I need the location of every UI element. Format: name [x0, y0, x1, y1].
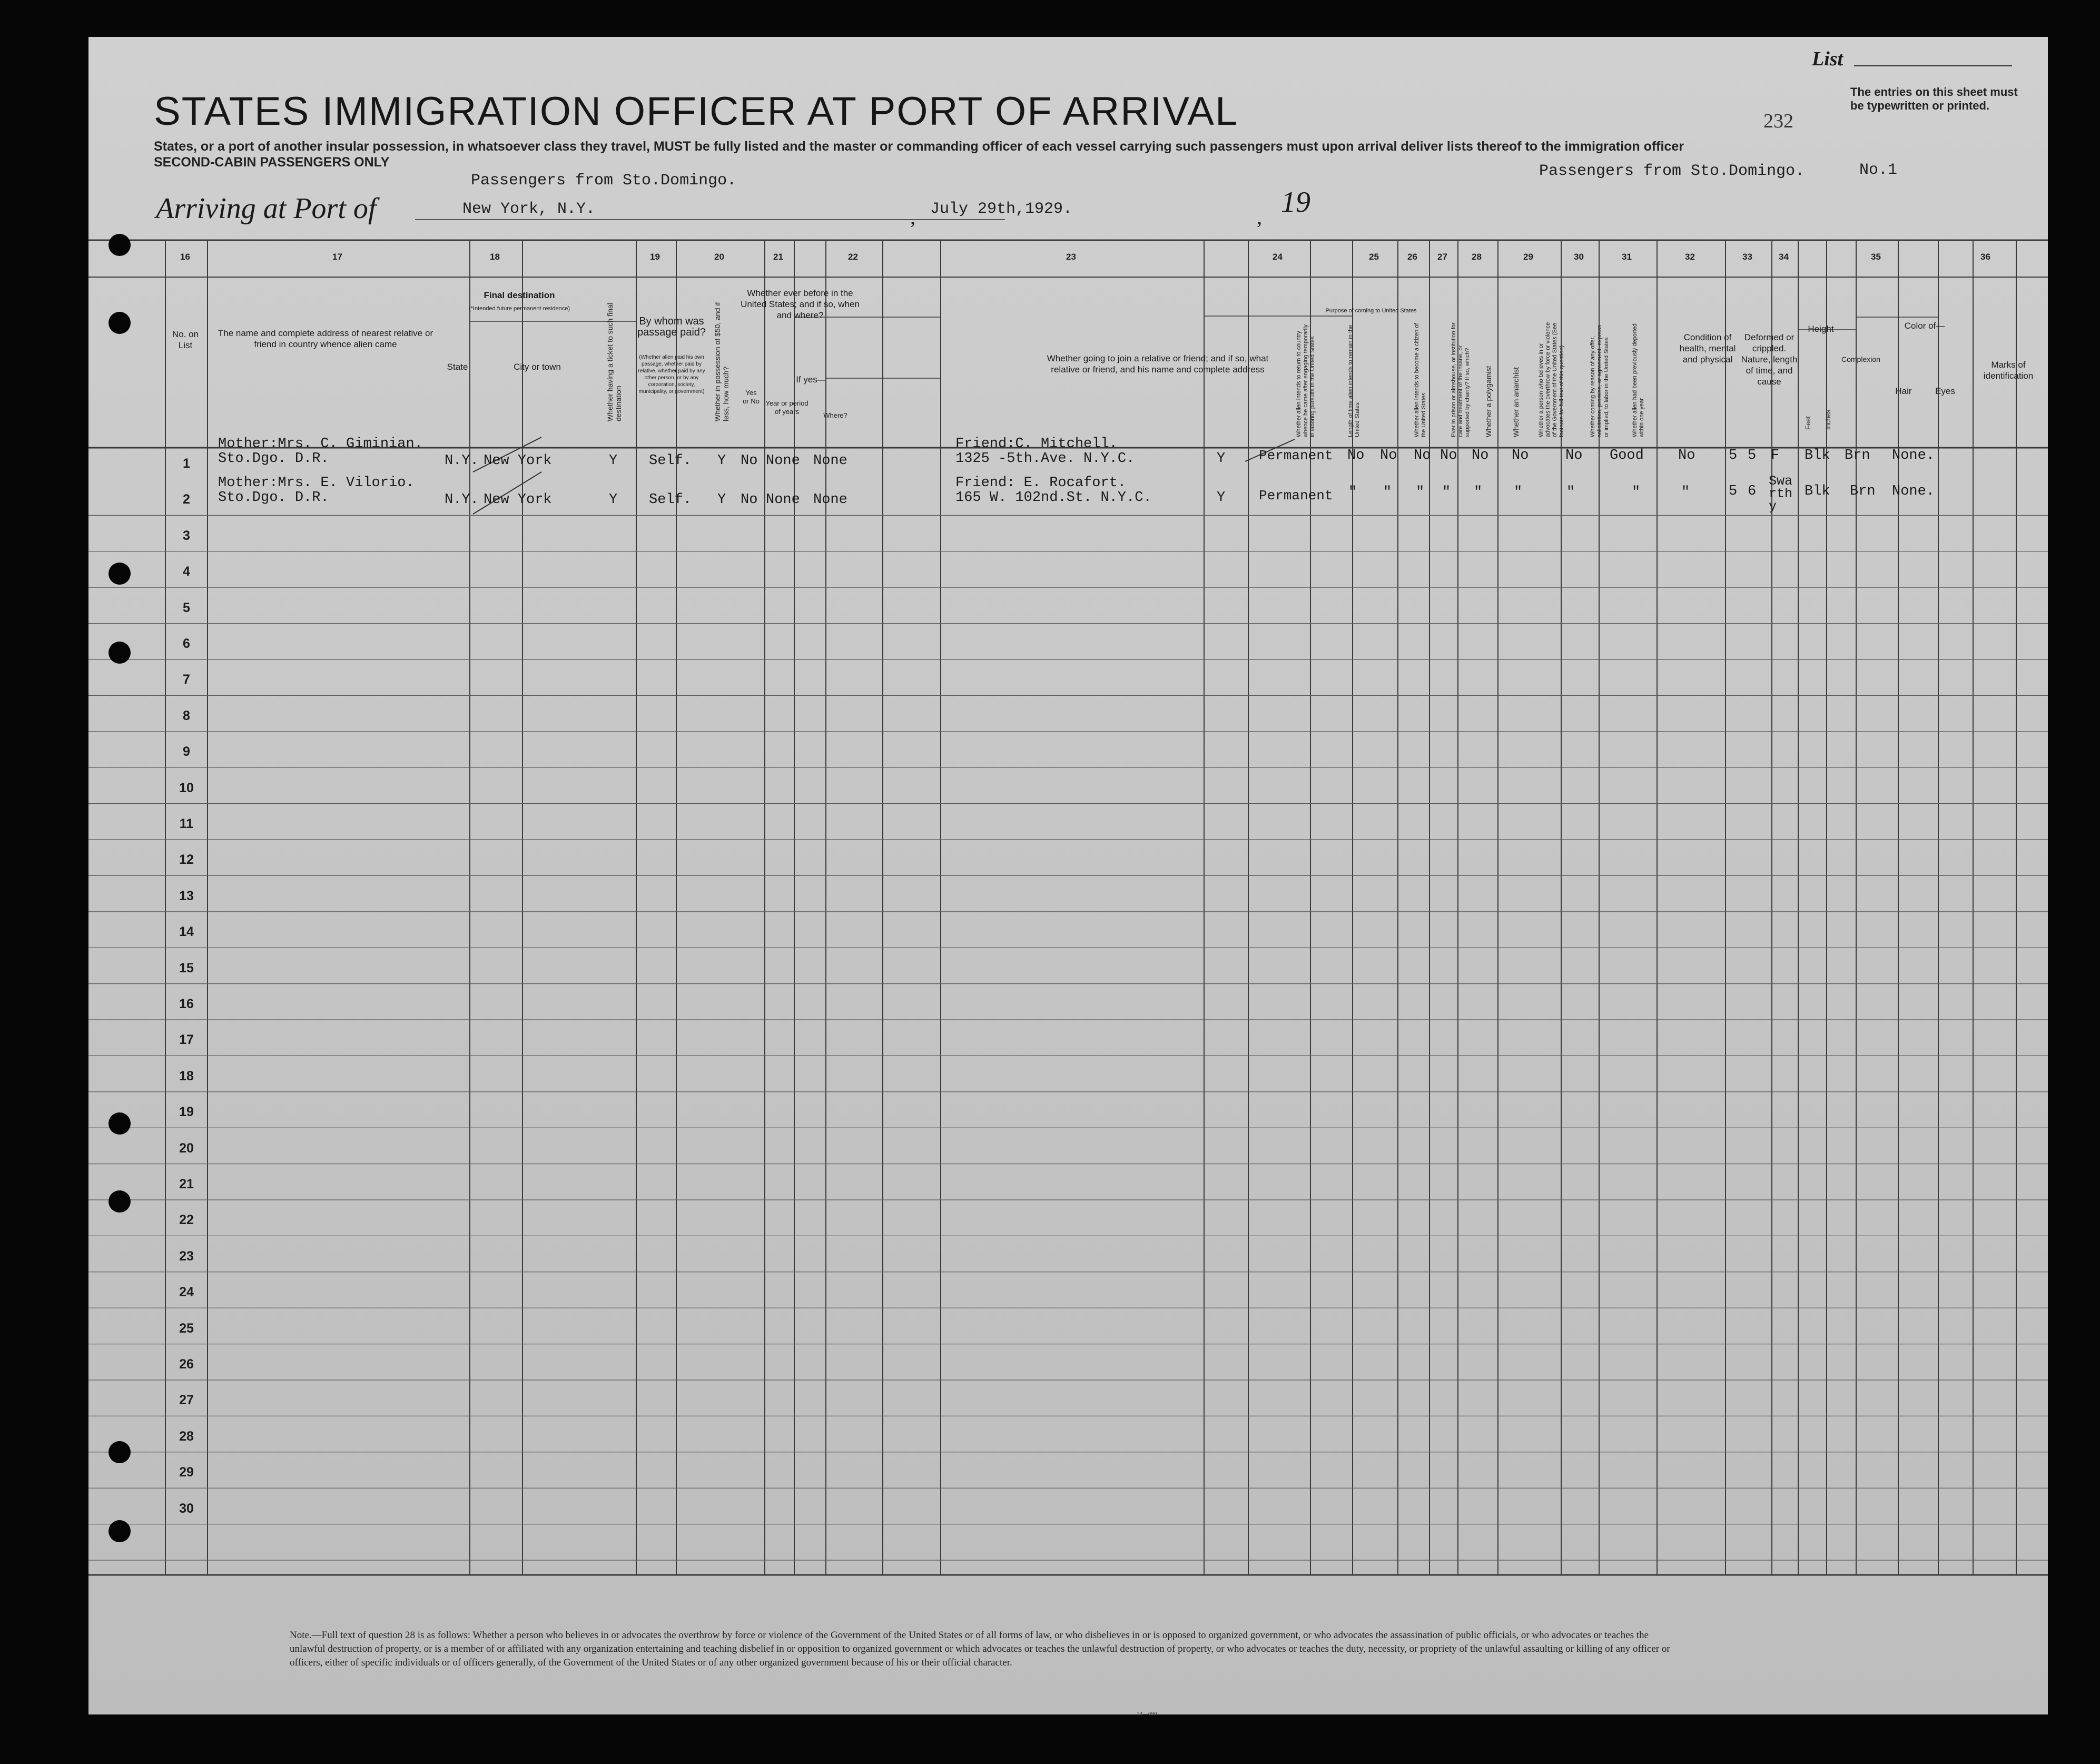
- row1-offer: No: [1512, 448, 1529, 464]
- binder-hole: [109, 312, 131, 334]
- header-polygamist: Whether a polygamist: [1484, 366, 1493, 437]
- row1-eyes: Brn: [1845, 448, 1870, 464]
- instruction-text: States, or a port of another insular possession, in whatsoever class they travel, MUST be fully listed and the master or commanding officer of each vessel carrying such passengers must upon arrival deliver lists thereof to the immigration officer: [154, 139, 1684, 154]
- header-money: Whether in possession of $50, and if less, how much?: [713, 302, 730, 421]
- row-number-16: 16: [179, 997, 194, 1011]
- row1-anarchist: No: [1440, 448, 1457, 464]
- column-number-17: 17: [332, 252, 342, 262]
- column-number-32: 32: [1685, 252, 1695, 262]
- row1-year: None: [766, 453, 800, 469]
- table-grid: [88, 37, 2048, 1714]
- row2-eyes: Brn: [1850, 484, 1876, 499]
- header-deformed: Deformed or crippled. Nature, length of time, and cause: [1741, 332, 1798, 387]
- column-number-25: 25: [1369, 252, 1379, 262]
- row2-ticket: Y: [609, 492, 618, 508]
- column-number-28: 28: [1472, 252, 1482, 262]
- page-title: STATES IMMIGRATION OFFICER AT PORT OF ARRIVAL: [154, 89, 1239, 134]
- row-number-19: 19: [179, 1105, 194, 1120]
- row1-length: Permanent: [1259, 448, 1333, 464]
- column-number-34: 34: [1779, 252, 1789, 262]
- row1-health: Good: [1610, 448, 1644, 464]
- header-height: Height: [1808, 324, 1834, 334]
- binder-hole: [109, 234, 131, 256]
- binder-hole: [109, 1520, 131, 1542]
- stamp-number: 232: [1763, 110, 1793, 132]
- row1-deformed: No: [1678, 448, 1695, 464]
- column-number-36: 36: [1980, 252, 1990, 262]
- header-join: Whether going to join a relative or friend; and if so, what relative or friend, and his name and complete address: [1047, 353, 1269, 375]
- binder-hole: [109, 642, 131, 664]
- header-anarchist: Whether an anarchist: [1512, 367, 1520, 437]
- column-number-19: 19: [650, 252, 660, 262]
- row2-deformed: ": [1681, 485, 1690, 500]
- row-number-24: 24: [179, 1285, 194, 1300]
- row1-before: No: [741, 453, 758, 469]
- row2-relative-line1: Mother:Mrs. E. Vilorio.: [218, 475, 415, 491]
- row-number-2: 2: [183, 492, 190, 507]
- row1-feet: 5: [1729, 448, 1738, 464]
- row1-where: None: [813, 453, 847, 469]
- row-number-12: 12: [179, 852, 194, 868]
- header-hair: Hair: [1895, 386, 1912, 396]
- port-value: New York, N.Y.: [462, 200, 596, 218]
- column-number-16: 16: [180, 252, 190, 262]
- header-overthrow: Whether a person who believes in or advocates the overthrow by force or violence of the Government of the United States (See footnote for full text of this question): [1538, 322, 1565, 437]
- row-number-7: 7: [183, 672, 190, 687]
- header-deported: Whether alien had been previously deported within one year: [1632, 323, 1645, 437]
- list-label: List: [1812, 48, 1843, 70]
- sheet-number: No.1: [1859, 161, 1898, 179]
- typed-entries-note: The entries on this sheet must be typewritten or printed.: [1850, 85, 2018, 112]
- row2-polygamist: ": [1416, 485, 1425, 500]
- row2-relative-line2: Sto.Dgo. D.R.: [218, 490, 329, 506]
- row1-overthrow: No: [1472, 448, 1489, 464]
- column-number-35: 35: [1871, 252, 1881, 262]
- row-number-25: 25: [179, 1320, 194, 1336]
- header-health: Condition of health, mental and physical: [1679, 332, 1736, 364]
- header-passage-note: (Whether alien paid his own passage, whether paid by relative, whether paid by any other person, or by any corporation, society, municipality, or government): [638, 354, 705, 395]
- row2-length: Permanent: [1259, 488, 1333, 504]
- row-number-9: 9: [183, 744, 190, 760]
- header-relative: The name and complete address of nearest relative or friend in country whence alien came: [218, 328, 433, 349]
- row1-hair: Blk: [1805, 448, 1830, 464]
- row2-money: Y: [717, 492, 726, 508]
- header-inches: Inches: [1824, 409, 1832, 430]
- row2-state: N.Y.: [445, 492, 479, 508]
- header-if-yes: If yes—: [796, 375, 826, 385]
- row1-ticket: Y: [609, 453, 618, 469]
- row2-year: None: [766, 492, 800, 508]
- row-number-17: 17: [179, 1032, 194, 1048]
- row-number-29: 29: [179, 1465, 194, 1480]
- row2-citizen: ": [1348, 485, 1357, 500]
- row2-complexion: Swarthy: [1769, 474, 1793, 514]
- binder-hole: [109, 1441, 131, 1463]
- passengers-from-left: Passengers from Sto.Domingo.: [471, 172, 737, 190]
- row1-inches: 5: [1748, 448, 1757, 464]
- row1-complexion: F: [1771, 448, 1780, 464]
- header-final-destination-note: (*Intended future permanent residence): [468, 306, 570, 312]
- row-number-20: 20: [179, 1140, 194, 1156]
- column-number-21: 21: [773, 252, 783, 262]
- row1-deported: No: [1565, 448, 1583, 464]
- row-number-28: 28: [179, 1428, 194, 1444]
- comma-2: ,: [1257, 205, 1262, 229]
- manifest-sheet: [88, 37, 2048, 1717]
- row-number-4: 4: [183, 564, 190, 579]
- header-eyes: Eyes: [1935, 386, 1955, 396]
- column-number-30: 30: [1574, 252, 1584, 262]
- row1-polygamist: No: [1414, 448, 1431, 464]
- row-number-1: 1: [183, 456, 190, 471]
- row2-join-line2: 165 W. 102nd.St. N.Y.C.: [955, 490, 1152, 506]
- row-number-13: 13: [179, 888, 194, 903]
- row1-city: New York: [484, 453, 552, 469]
- header-color-of: Color of—: [1904, 321, 1945, 331]
- header-city: City or town: [514, 362, 561, 372]
- passengers-from-right: Passengers from Sto.Domingo.: [1539, 162, 1805, 180]
- row1-return: Y: [1217, 451, 1226, 467]
- row-number-23: 23: [179, 1248, 194, 1264]
- header-ticket: Whether having a ticket to such final destination: [606, 303, 623, 421]
- header-no-on-list: No. on List: [172, 329, 199, 350]
- row1-relative-line2: Sto.Dgo. D.R.: [218, 451, 329, 467]
- cabin-class: SECOND-CABIN PASSENGERS ONLY: [154, 155, 390, 170]
- row-number-3: 3: [183, 528, 190, 543]
- row2-health: ": [1632, 485, 1641, 500]
- arriving-label: Arriving at Port of: [156, 192, 377, 225]
- row2-join-line1: Friend: E. Rocafort.: [955, 475, 1127, 491]
- column-number-23: 23: [1066, 252, 1076, 262]
- row2-where: None: [813, 492, 847, 508]
- row2-marks: None.: [1892, 484, 1935, 499]
- row-number-21: 21: [179, 1177, 194, 1191]
- row1-join-line2: 1325 -5th.Ave. N.Y.C.: [955, 451, 1135, 467]
- row-number-6: 6: [183, 636, 190, 651]
- row2-passage: Self.: [649, 492, 692, 508]
- column-number-20: 20: [714, 252, 724, 262]
- column-number-31: 31: [1622, 252, 1632, 262]
- column-number-27: 27: [1437, 252, 1447, 262]
- footnote: Note.—Full text of question 28 is as follows: Whether a person who believes in or advocates the overthrow by force or violence of the Government of the United States or of all forms of law, or who disbelieves in or is opposed to organized government, or who advocates the assassination of public officials, or who advocates or teaches the unlawful destruction of property, or is a member of or affiliated with any organization entertaining and teaching disbelief in or opposition to organized government or which advocates or teaches the unlawful destruction of property, or who advocates or teaches the duty, necessity, or propriety of the unlawful assaulting or killing of any officer or officers, either of specific individuals or of officers generally, of the Government of the United States or of any other organized government because of his or their official character.: [290, 1630, 1670, 1668]
- header-marks: Marks of identification: [1983, 360, 2034, 381]
- row-number-22: 22: [179, 1213, 194, 1228]
- row2-before: No: [741, 492, 758, 508]
- row2-hair: Blk: [1805, 484, 1830, 499]
- row-number-5: 5: [183, 600, 190, 615]
- header-purpose-a: Whether alien intends to return to country whence he came after engaging temporarily in laboring pursuits in the United States: [1296, 324, 1316, 437]
- header-passage: By whom was passage paid?: [637, 316, 706, 338]
- header-complexion: Complexion: [1841, 355, 1880, 363]
- row2-inches: 6: [1748, 484, 1757, 499]
- row2-anarchist: ": [1442, 485, 1451, 500]
- year-prefix: 19: [1281, 186, 1310, 219]
- row2-overthrow: ": [1474, 485, 1483, 500]
- row1-relative-line1: Mother:Mrs. C. Giminian.: [218, 436, 423, 452]
- column-number-22: 22: [848, 252, 858, 262]
- row2-deported: ": [1566, 485, 1575, 500]
- row2-feet: 5: [1729, 484, 1738, 499]
- binder-hole: [109, 1112, 131, 1135]
- row2-return: Y: [1217, 490, 1226, 506]
- row-number-27: 27: [179, 1393, 194, 1408]
- row1-citizen: No: [1347, 448, 1365, 464]
- row-number-30: 30: [179, 1501, 194, 1516]
- column-number-18: 18: [490, 252, 500, 262]
- row-number-14: 14: [179, 924, 194, 940]
- header-yes-no: Yes or No: [743, 389, 760, 405]
- row1-marks: None.: [1892, 448, 1935, 464]
- header-offer: Whether coming by reason of any offer, solicitation, promise, or agreement, express or implied, to labor in the United States: [1590, 325, 1610, 437]
- row-number-26: 26: [179, 1357, 194, 1372]
- header-purpose: Purpose of coming to United States: [1325, 308, 1417, 314]
- header-purpose-c: Whether alien intends to become a citizen of the United States: [1414, 323, 1427, 437]
- row2-prison: ": [1383, 485, 1392, 500]
- row-number-8: 8: [183, 708, 190, 723]
- row1-join-line1: Friend:C. Mitchell.: [955, 436, 1118, 452]
- header-prison: Ever in prison or almshouse, or institution for care and treatment of the insane, or supported by charity? If so, which?: [1451, 322, 1471, 437]
- row-number-11: 11: [179, 816, 194, 831]
- row-number-10: 10: [179, 780, 194, 795]
- row1-money: Y: [717, 453, 726, 469]
- binder-hole: [109, 563, 131, 585]
- header-where: Where?: [823, 411, 847, 419]
- column-number-29: 29: [1523, 252, 1533, 262]
- row2-offer: ": [1514, 485, 1523, 500]
- header-purpose-b: Length of time alien intends to remain in the United States: [1347, 324, 1360, 437]
- column-number-24: 24: [1273, 252, 1283, 262]
- row2-city: New York: [484, 492, 552, 508]
- row1-state: N.Y.: [445, 453, 479, 469]
- row-number-18: 18: [179, 1068, 194, 1083]
- header-before-us: Whether ever before in the United States; and if so, when and where?: [741, 288, 860, 320]
- column-number-26: 26: [1407, 252, 1417, 262]
- header-state: State: [447, 362, 468, 372]
- date-value: July 29th,1929.: [930, 200, 1073, 218]
- header-feet: Feet: [1804, 416, 1812, 430]
- comma: ,: [910, 205, 915, 229]
- row1-passage: Self.: [649, 453, 692, 469]
- row1-prison: No: [1380, 448, 1397, 464]
- column-number-33: 33: [1742, 252, 1752, 262]
- row-number-15: 15: [179, 960, 194, 975]
- header-year-period: Year or period of years: [765, 399, 809, 416]
- header-final-destination: Final destination: [484, 290, 555, 300]
- binder-hole: [109, 1190, 131, 1213]
- form-code: 14—690: [1137, 1711, 1157, 1717]
